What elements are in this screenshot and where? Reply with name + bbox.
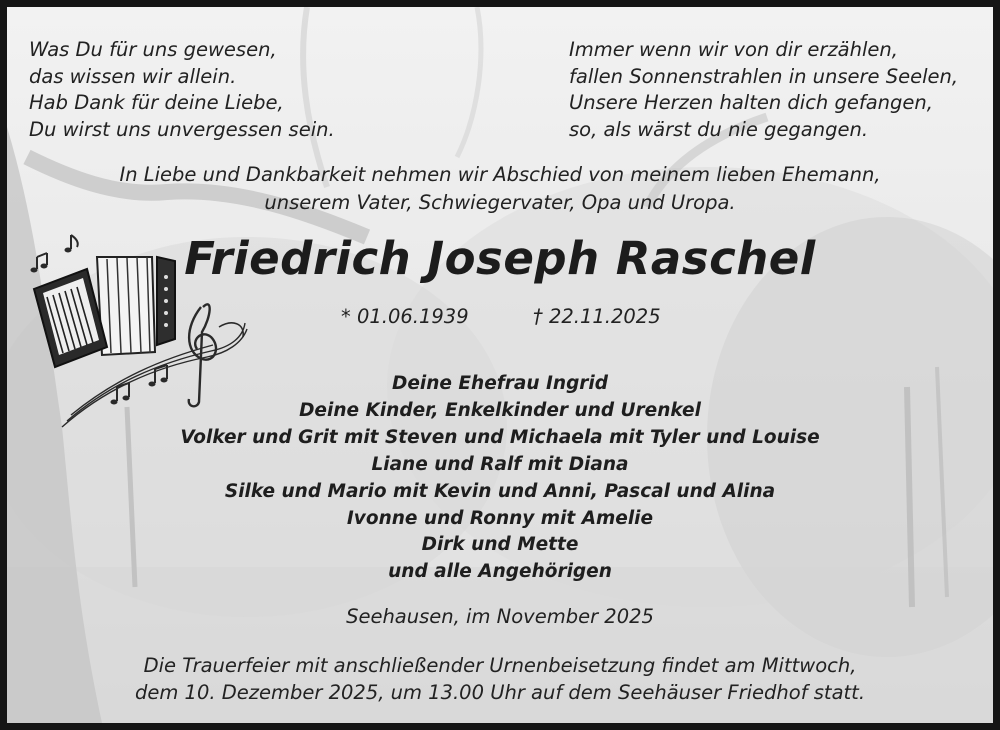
intro-text [7,161,993,217]
mourner-line: Deine Kinder, Enkelkinder und Urenkel [299,399,701,421]
place-date: Seehausen, im November 2025 [346,605,654,628]
funeral-line: Die Trauerfeier mit anschließender Urnenbeisetzung findet am Mittwoch, [143,654,857,677]
poem-line: fallen Sonnenstrahlen in unsere Seelen, [569,64,959,88]
funeral-line: dem 10. Dezember 2025, um 13.00 Uhr auf dem Seehäuser Friedhof statt. [134,680,866,704]
funeral-info [7,653,993,706]
intro-line: unserem Vater, Schwiegervater, Opa und Uropa. [264,191,736,214]
poem-line: Was Du für uns gewesen, [29,38,277,61]
poem-right [569,37,958,143]
poem-line: so, als wärst du nie gegangen. [569,117,869,141]
mourner-line: und alle Angehörigen [388,561,612,583]
mourners-list [7,371,993,586]
poem-left [29,37,335,143]
deceased-name: Friedrich Joseph Raschel [184,232,816,285]
poem-line: Unsere Herzen halten dich gefangen, [569,91,933,114]
poem-line: Hab Dank für deine Liebe, [29,91,284,114]
mourner-line: Ivonne und Ronny mit Amelie [346,507,654,529]
mourner-line: Volker und Grit mit Steven und Michaela mit Tyler und Louise [180,426,820,448]
poem-line: Du wirst uns unvergessen sein. [29,117,335,141]
birth-date: * 01.06.1939 [341,305,469,328]
poem-line: das wissen wir allein. [29,64,237,88]
mourner-line: Dirk und Mette [421,534,579,556]
mourner-line: Liane und Ralf mit Diana [371,453,629,475]
poem-line: Immer wenn wir von dir erzählen, [569,38,898,61]
intro-line: In Liebe und Dankbarkeit nehmen wir Abschied von meinem lieben Ehemann, [119,163,881,186]
mourner-line: Deine Ehefrau Ingrid [391,373,609,394]
death-date: † 22.11.2025 [533,305,661,328]
mourner-line: Silke und Mario mit Kevin und Anni, Pascal und Alina [224,480,776,502]
